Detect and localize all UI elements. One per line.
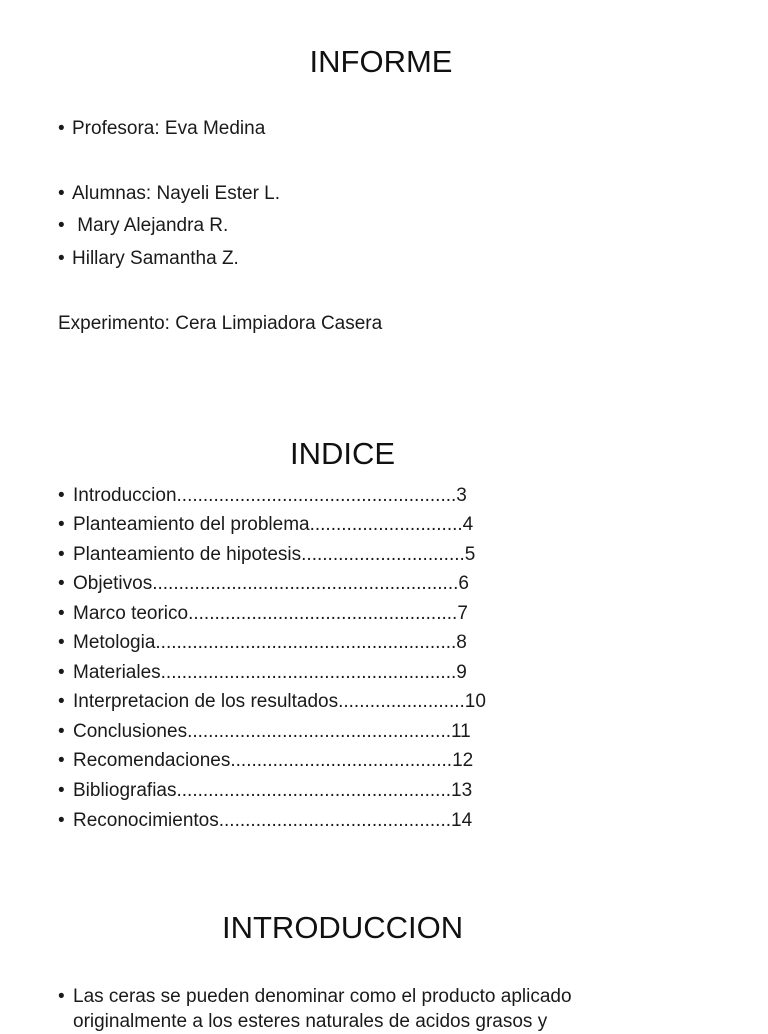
toc-item-text: Recomendaciones..........................................12	[73, 750, 474, 771]
indice-title: INDICE	[290, 436, 396, 471]
student-2-line: • Mary Alejandra R.	[58, 215, 228, 237]
students-line: • Alumnas: Nayeli Ester L.	[58, 183, 280, 205]
toc-item: • Marco teorico...................................................7	[58, 603, 468, 624]
toc-item-text: Bibliografias....................................................13	[73, 780, 473, 801]
toc-item-text: Metologia.........................................................8	[73, 632, 467, 653]
toc-item-text: Planteamiento del problema.............................4	[73, 514, 474, 535]
toc-item: • Planteamiento de hipotesis...............................5	[58, 544, 476, 565]
toc-item: • Metologia.........................................................8	[58, 632, 467, 653]
intro-line-1: • Las ceras se pueden denominar como el producto aplicado	[58, 986, 572, 1007]
toc-item-text: Introduccion.....................................................3	[73, 485, 467, 506]
toc-item-text: Objetivos..........................................................6	[73, 573, 469, 594]
toc-item: • Materiales........................................................9	[58, 662, 467, 683]
toc-item-text: Interpretacion de los resultados........................10	[73, 691, 486, 712]
introduccion-title: INTRODUCCION	[222, 910, 464, 945]
toc-item: • Planteamiento del problema.............................4	[58, 514, 474, 535]
intro-line-2: originalmente a los esteres naturales de acidos grasos y	[73, 1011, 548, 1032]
toc-item: • Reconocimientos............................................14	[58, 810, 473, 831]
toc-item-text: Conclusiones..................................................11	[73, 721, 471, 742]
intro-line-1-text: Las ceras se pueden denominar como el producto aplicado	[73, 986, 572, 1007]
toc-item: • Introduccion.....................................................3	[58, 485, 467, 506]
toc-item-text: Reconocimientos............................................14	[73, 810, 473, 831]
toc-item: • Bibliografias....................................................13	[58, 780, 473, 801]
toc-item: • Recomendaciones..........................................12	[58, 750, 474, 771]
toc-item-text: Planteamiento de hipotesis...............................5	[73, 544, 476, 565]
toc-item-text: Marco teorico...................................................7	[73, 603, 468, 624]
toc-item: • Objetivos..........................................................6	[58, 573, 469, 594]
professor-line: • Profesora: Eva Medina	[58, 118, 265, 140]
intro-paragraph	[58, 984, 698, 1034]
toc-item-text: Materiales........................................................9	[73, 662, 467, 683]
toc-item: • Conclusiones..................................................11	[58, 721, 471, 742]
experiment-line: Experimento: Cera Limpiadora Casera	[58, 313, 383, 334]
informe-title: INFORME	[309, 44, 453, 79]
toc-item: • Interpretacion de los resultados........................10	[58, 691, 486, 712]
student-3-line: • Hillary Samantha Z.	[58, 248, 239, 270]
